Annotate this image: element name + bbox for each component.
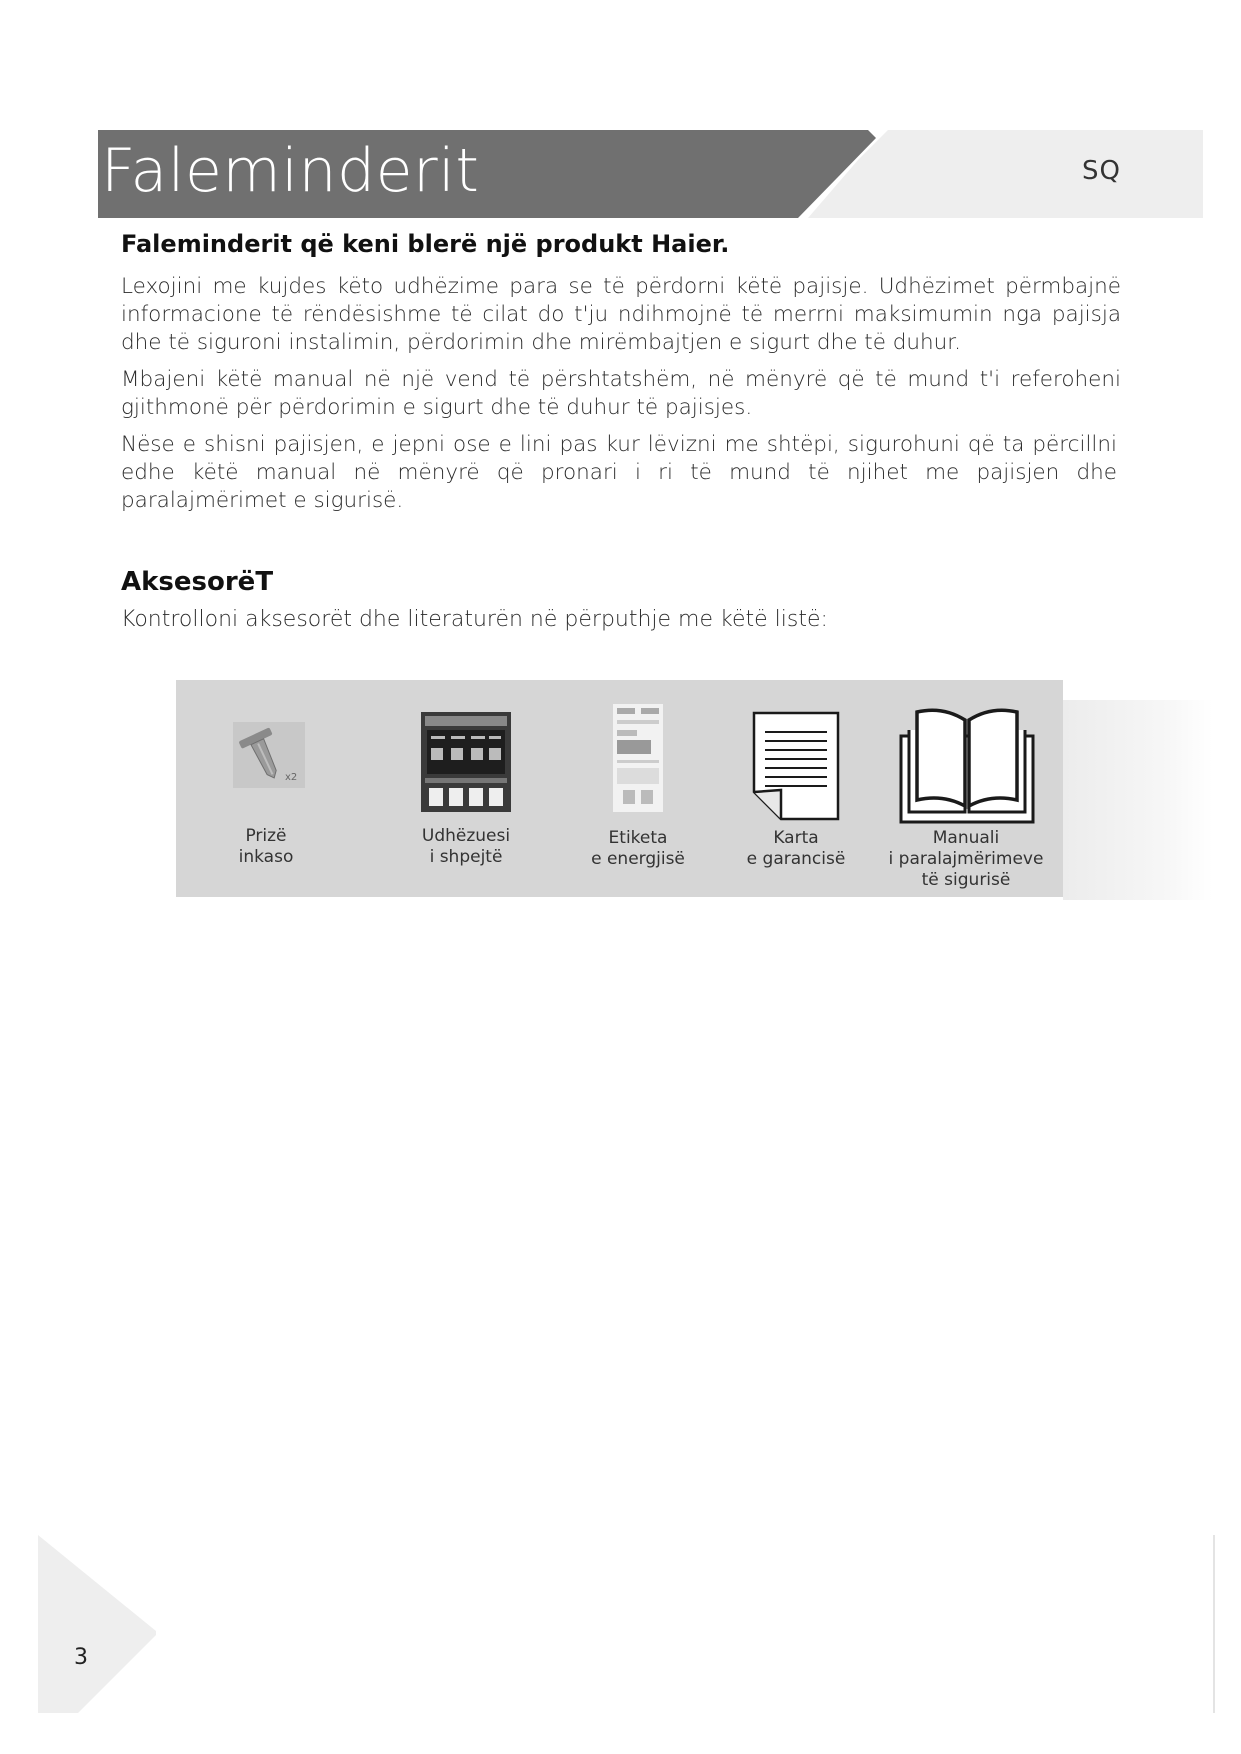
- accessory-label-line2: e energjisë: [591, 849, 685, 869]
- accessory-label-line1: Manuali: [932, 828, 1000, 848]
- accessory-item-warranty-card: [726, 828, 866, 870]
- accessory-item-energy-label: [568, 828, 708, 870]
- accessory-label-line1: Karta: [773, 828, 819, 848]
- panel-shadow: [1063, 700, 1213, 900]
- accessory-label-line1: Prizë: [245, 826, 287, 846]
- language-code: SQ: [1082, 156, 1121, 186]
- warranty-card-icon: [751, 710, 841, 826]
- page-title: Faleminderit: [101, 136, 480, 206]
- accessory-label-line2: i paralajmërimeve: [888, 849, 1044, 869]
- accessory-label-line2: inkaso: [238, 847, 294, 867]
- accessories-heading: AksesorëT: [121, 567, 274, 597]
- intro-heading: Faleminderit që keni blerë një produkt Haier.: [121, 230, 730, 258]
- page-number: 3: [74, 1645, 88, 1670]
- right-margin-rule: [1213, 1535, 1215, 1713]
- accessories-panel: [176, 680, 1063, 897]
- accessories-intro: Kontrolloni aksesorët dhe literaturën në përputhje me këtë listë:: [121, 607, 828, 632]
- energy-label-icon: [613, 704, 663, 816]
- accessory-item-safety-manual: [876, 828, 1056, 891]
- accessory-label-line1: Etiketa: [608, 828, 668, 848]
- accessory-item-quick-guide: [391, 826, 541, 868]
- quick-guide-icon: [421, 712, 511, 816]
- accessory-label-line2: i shpejtë: [429, 847, 503, 867]
- accessory-label-line1: Udhëzuesi: [421, 826, 511, 846]
- intro-paragraph-1: Lexojini me kujdes këto udhëzime para se të përdorni këtë pajisje. Udhëzimet përmbajnë informacione të rëndësishme të cilat do t'ju ndihmojnë të merrni maksimumin nga pajisja dhe të siguroni instalimin, përdorimin dhe mirëmbajtjen e sigurt dhe të duhur.: [121, 274, 1121, 355]
- manual-book-icon: [899, 708, 1035, 828]
- intro-paragraph-2: Mbajeni këtë manual në një vend të përshtatshëm, në mënyrë që të mund t'i referoheni gjithmonë për përdorimin e sigurt dhe të duhur të pajisjes.: [121, 367, 1121, 420]
- accessory-item-plug: [196, 826, 336, 868]
- plug-pin-icon: [233, 722, 305, 792]
- quantity-badge: x2: [285, 772, 298, 783]
- page-corner-shape: [38, 1535, 158, 1717]
- intro-paragraph-3: Nëse e shisni pajisjen, e jepni ose e lini pas kur lëvizni me shtëpi, sigurohuni që ta përcillni edhe këtë manual në mënyrë që pronari i ri të mund të njihet me pajisjen dhe paralajmërimet e sigurisë.: [121, 432, 1117, 513]
- accessory-label-line3: të sigurisë: [921, 870, 1011, 890]
- accessory-label-line2: e garancisë: [746, 849, 846, 869]
